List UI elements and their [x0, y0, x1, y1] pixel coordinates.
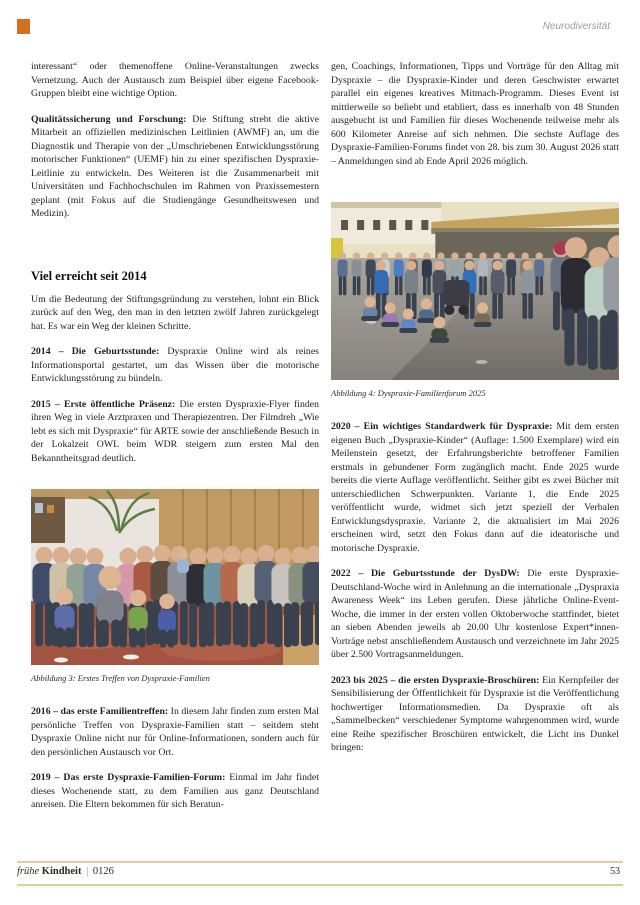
paragraph-text: Ein Kernpfeiler der Sensibilisierung der Öffentlichkeit für Dyspraxie ist die Veröffentlichung hochwertiger Informationsmedien. Da Dyspraxie oft als „Sammelbecken“ verschiedener Symptome wahrgenommen wird, wurde eine Reihe spezifischer Broschüren entwickelt, die Licht ins Dunkel bringen:: [331, 674, 619, 753]
figure-caption: Abbildung 3: Erstes Treffen von Dyspraxie-Familien: [31, 673, 210, 683]
paragraph-text: In diesem Jahr finden zum ersten Mal persönliche Treffen von Dyspraxie-Familien statt – seitdem steht Dyspraxie Online nicht nur für Online-Informationen, sondern auch für den persönlichen Austausch vor Ort.: [31, 706, 319, 758]
paragraph-review: [31, 293, 319, 334]
paragraph-text: Einmal im Jahr findet dieses Wochenende statt, zu dem Familien aus ganz Deutschland anreisen. Die Eltern bekommen für sich Beratun-: [31, 772, 320, 810]
footer-rule-bottom: [17, 884, 623, 886]
article-columns: [31, 60, 619, 824]
paragraph-text: Die ersten Dyspraxie-Flyer finden ihren Weg in viele Arztpraxen und Therapiezentren. Der Filmdreh „Wie lebt es sich mit Dyspraxie“ für ARTE sowie der anschließende Besuch in der Lokalzeit OWL beim WDR steigern zum ersten Mal den Bekanntheitsgrad deutlich.: [31, 398, 319, 464]
paragraph-2014: [31, 345, 319, 386]
paragraph-2022: [331, 567, 619, 662]
paragraph-forum-continued: [331, 60, 619, 168]
footer-separator: |: [86, 866, 89, 877]
paragraph-lead: Qualitätssicherung und Forschung:: [31, 113, 187, 125]
paragraph-lead: 2015 – Erste öffentliche Präsenz:: [31, 398, 176, 410]
paragraph-lead: 2014 – Die Geburtsstunde:: [31, 346, 160, 357]
paragraph-2019: [31, 771, 319, 812]
issue-number: 0126: [92, 866, 114, 877]
paragraph-2015: [31, 398, 319, 466]
page-number: 53: [610, 866, 620, 877]
section-heading: Viel erreicht seit 2014: [31, 268, 147, 283]
paragraph-2016: [31, 705, 319, 759]
left-column: [31, 60, 319, 824]
paragraph-lead: 2020 – Ein wichtiges Standardwerk für Dyspraxie:: [331, 421, 553, 432]
right-column: [331, 60, 619, 824]
paragraph-quality: [31, 113, 319, 221]
paragraph-text: gen, Coachings, Informationen, Tipps und Vorträge für den Alltag mit Dyspraxie – die Dyspraxie-Kinder und deren Geschwister erwartet parallel ein eigenes kreatives Mitmach-Programm. Dieses Event ist mittlerweile so beliebt und etabliert, dass es innerhalb von 48 Stunden ausgebucht ist und Familien für dieses Wochenende teilweise mehr als 600 Kilometer Anreise auf sich nehmen. Die sechste Auflage des Dyspraxie-Familien-Forums findet von 28. bis zum 30. August 2026 statt – Anmeldungen sind ab Ende April 2026 möglich.: [331, 61, 619, 167]
paragraph-text: Die erste Dyspraxie-Deutschland-Woche wird in Anlehnung an die internationale „Dyspraxia Awareness Week“ ins Leben gerufen. Diese jährliche Online-Event-Woche, die immer in der ersten vollen Oktoberwoche stattfindet, bietet an sieben Abenden jeweils ab 20.00 Uhr kostenlose Expert*innen-Vorträge nebst anschließendem Austausch und verzeichnete im Jahr 2025 über 2.500 Vortragsanmeldungen.: [331, 568, 620, 660]
paragraph-lead: 2023 bis 2025 – die ersten Dyspraxie-Broschüren:: [331, 674, 540, 686]
paragraph-2023: [331, 674, 619, 755]
figure-family-meeting: [31, 489, 319, 683]
paragraph-text: Um die Bedeutung der Stiftungsgründung zu verstehen, lohnt ein Blick zurück auf den Weg, den man in den letzten zwölf Jahren zurückgelegt hat. Es war ein Weg der kleinen Schritte.: [31, 293, 319, 332]
paragraph-text: Mit dem ersten eigenen Buch „Dyspraxie-Kinder“ (Auflage: 1.500 Exemplare) wird ein Meilenstein gesetzt, der Erfahrungsberichte betroffener Familien erstmals in gebundener Form zugänglich macht. Ende 2025 wurde bereits die vierte Auflage veröffentlicht. Seither gibt es zwei Bücher mit unterschiedlichen Schwerpunkten. Variante 1, die Ende 2025 veröffentlicht wurde, widmet sich jetzt speziell der Verbalen Entwicklungsdyspraxie. Variante 2, die aktualisiert im Mai 2026 erscheinen wird, setzt den Fokus dann auf die ideatorische und motorische Dyspraxie.: [331, 421, 620, 554]
journal-footer: [17, 866, 114, 877]
photo-family-forum: [331, 202, 619, 380]
paragraph-lead: 2022 – Die Geburtsstunde der DysDW:: [331, 568, 520, 579]
paragraph-text: interessant“ oder themenoffene Online-Veranstaltungen zwecks Vernetzung. Auch der Austausch zum Beispiel über eigene Facebook-Gruppen bleibt eine wichtige Option.: [31, 61, 319, 99]
photo-family-meeting: [31, 489, 319, 665]
journal-name-bold: Kindheit: [41, 866, 82, 877]
paragraph-lead: 2016 – das erste Familientreffen:: [31, 706, 169, 717]
paragraph-text: Dyspraxie Online wird als reines Informationsportal gestartet, um das Wissen über die motorische Entwicklungsstörung zu bündeln.: [31, 346, 319, 384]
journal-name-italic: frühe: [17, 866, 40, 877]
paragraph-2020: [331, 420, 619, 555]
paragraph-intro: [31, 60, 319, 101]
figure-caption: Abbildung 4: Dyspraxie-Familienforum 2025: [331, 388, 486, 398]
paragraph-lead: 2019 – Das erste Dyspraxie-Familien-Forum:: [31, 772, 226, 783]
figure-family-forum: [331, 202, 619, 398]
brand-square: [17, 19, 30, 34]
section-kicker: Neurodiversität: [542, 21, 610, 32]
footer-rule-top: [17, 861, 623, 863]
people-group: [32, 545, 319, 648]
paragraph-text: Die Stiftung strebt die aktive Mitarbeit an offiziellen medizinischen Leitlinien (AWMF) an, um die Diagnostik und Therapie von der „Umschriebenen Entwicklungsstörung motorischer Funktionen“ (UEMF) hin zu einer spezifischen Dyspraxie-Leitlinie zu entwickeln. Des Weiteren ist die Zusammenarbeit mit Universitäten und Fachhochschulen im Rahmen von Praxissemestern geplant (mit Fokus auf die Studiengänge Gesundheitswesen und Medizin).: [31, 113, 319, 219]
